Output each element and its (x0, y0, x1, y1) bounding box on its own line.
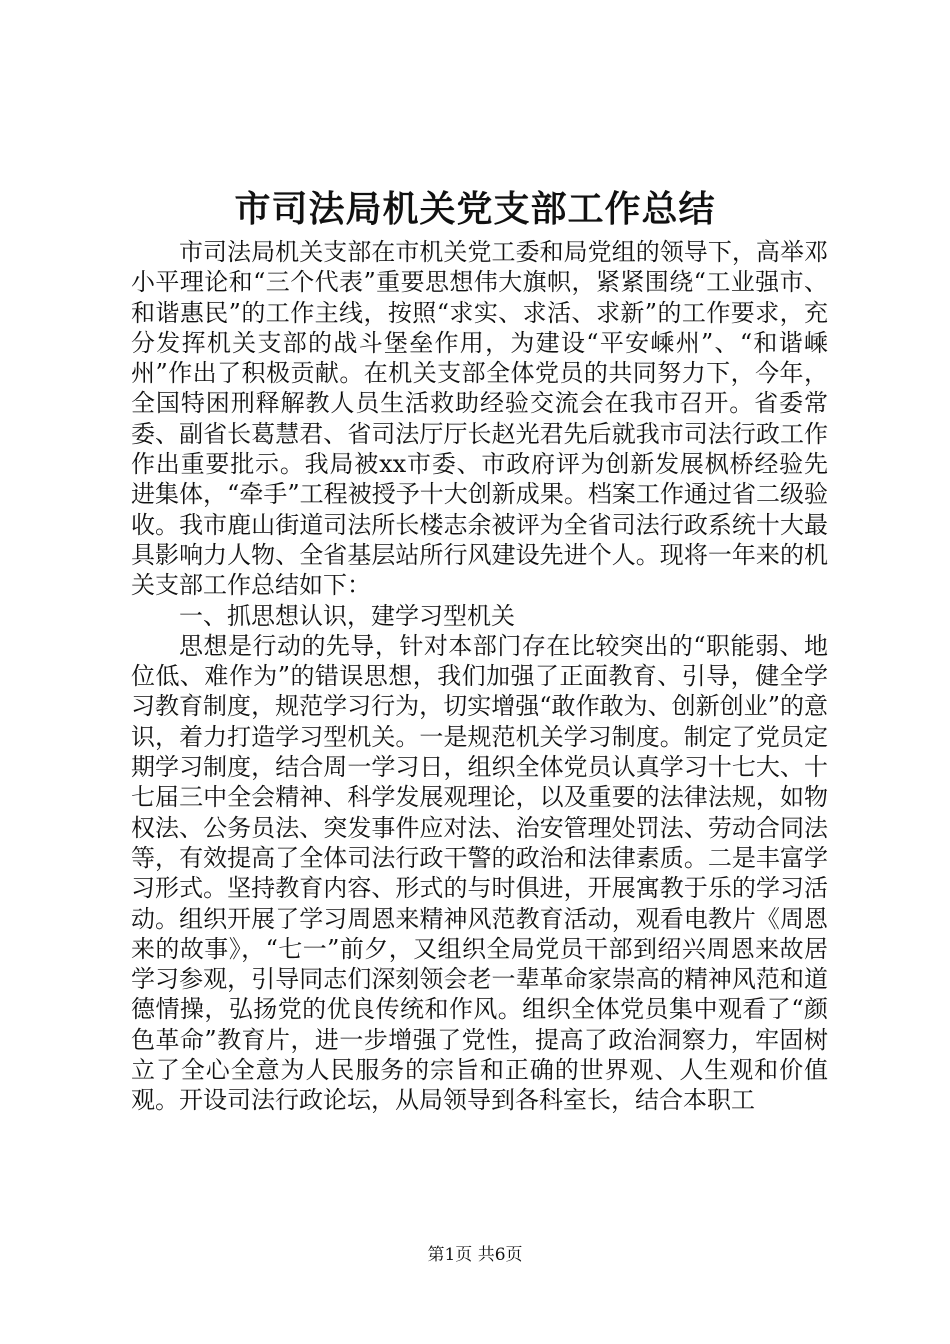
page-footer: 第1页 共6页 (427, 1245, 523, 1265)
page-title: 市司法局机关党支部工作总结 (234, 188, 716, 230)
section-heading: 一、抓思想认识，建学习型机关 (179, 601, 515, 630)
intro-paragraph: 市司法局机关支部在市机关党工委和局党组的领导下，高举邓小平理论和“三个代表”重要思想伟大旗帜，紧紧围绕“工业强市、和谐惠民”的工作主线，按照“求实、求活、求新”的工作要求，充分发挥机关支部的战斗堡垒作用，为建设“平安嵊州”、“和谐嵊州”作出了积极贡献。在机关支部全体党员的共同努力下，今年，全国特困刑释解教人员生活救助经验交流会在我市召开。省委常委、副省长葛慧君、省司法厅厅长赵光君先后就我市司法行政工作作出重要批示。我局被xx市委、市政府评为创新发展枫桥经验先进集体，“牵手”工程被授予十大创新成果。档案工作通过省二级验收。我市鹿山街道司法所长楼志余被评为全省司法行政系统十大最具影响力人物、全省基层站所行风建设先进个人。现将一年来的机关支部工作总结如下： (131, 238, 828, 600)
document-body (131, 237, 828, 1116)
section-paragraph: 思想是行动的先导，针对本部门存在比较突出的“职能弱、地位低、难作为”的错误思想，我们加强了正面教育、引导，健全学习教育制度，规范学习行为，切实增强“敢作敢为、创新创业”的意识，着力打造学习型机关。一是规范机关学习制度。制定了党员定期学习制度，结合周一学习日，组织全体党员认真学习十七大、十七届三中全会精神、科学发展观理论，以及重要的法律法规，如物权法、公务员法、突发事件应对法、治安管理处罚法、劳动合同法等，有效提高了全体司法行政干警的政治和法律素质。二是丰富学习形式。坚持教育内容、形式的与时俱进，开展寓教于乐的学习活动。组织开展了学习周恩来精神风范教育活动，观看电教片《周恩来的故事》，“七一”前夕，又组织全局党员干部到绍兴周恩来故居学习参观，引导同志们深刻领会老一辈革命家崇高的精神风范和道德情操，弘扬党的优良传统和作风。组织全体党员集中观看了“颜色革命”教育片，进一步增强了党性，提高了政治洞察力，牢固树立了全心全意为人民服务的宗旨和正确的世界观、人生观和价值观。开设司法行政论坛，从局领导到各科室长，结合本职工 (131, 631, 828, 1115)
